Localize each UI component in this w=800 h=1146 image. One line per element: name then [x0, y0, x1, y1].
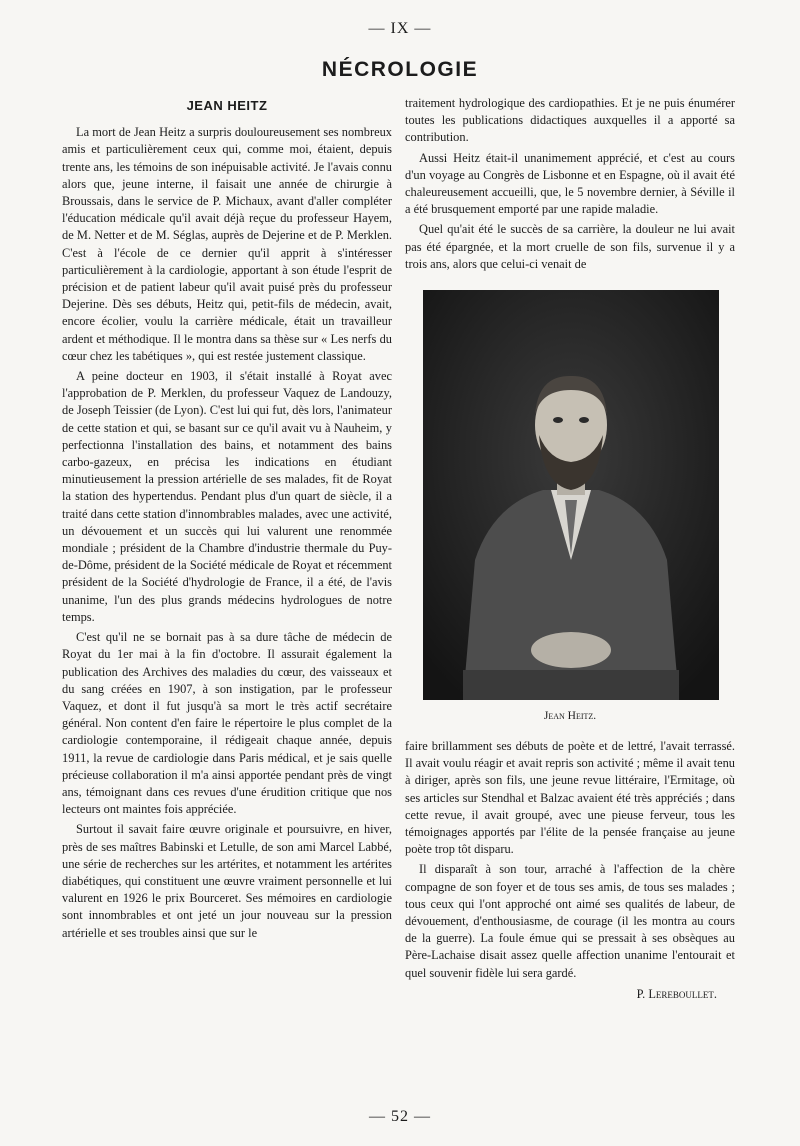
paragraph: La mort de Jean Heitz a surpris douloureusement ses nombreux amis et particulièrement ceux qui, comme moi, étaient, depuis trente ans, les témoins de son inépuisable activité. Je l'avais connu alors que, jeune interne, il faisait une année de chirurgie à Broussais, dans le service de P. Michaux, avant d'aller compléter l'éducation médicale qu'il avait déjà reçue du professeur Hayem, de M. Netter et de M. Séglas, auprès de Dejerine et de P. Merklen. C'est à l'école de ce dernier qu'il apprit à s'intéresser particulièrement à la cardiologie, apportant à son étude l'esprit de précision et de patient labeur qu'il avait puisé près du professeur Dejerine. Dès ses débuts, Heitz qui, petit-fils de médecin, avait, encore écolier, voulu la carrière médicale, était un travailleur ardent et méthodique. Il le montra dans sa thèse sur « Les nerfs du cœur chez les tabétiques », qui est restée justement classique. — [62, 125, 392, 363]
section-title: NÉCROLOGIE — [321, 58, 479, 81]
right-column-bottom — [405, 738, 735, 1003]
paragraph: C'est qu'il ne se bornait pas à sa dure tâche de médecin de Royat du 1er mai à la fin d'octobre. Il assurait également la publication des Archives des maladies du cœur, des vaisseaux et du sang créées en 1907, à son instigation, par le professeur Vaquez, et dont il fut jusqu'à sa mort le très actif secrétaire général. Non content d'en faire le répertoire le plus complet de la cardiologie contemporaine, il rédigeait chaque année, depuis 1911, la revue de cardiologie dans Paris médical, et je sais quelle précieuse collaboration il m'a ainsi apportée pendant près de vingt ans, témoignant dans ces revues d'une érudition critique que nos lecteurs ont maintes fois appréciée. — [62, 630, 392, 817]
photo-caption: Jean Heitz. — [543, 710, 597, 722]
paragraph: Il disparaît à son tour, arraché à l'affection de la chère compagne de son foyer et de tous ses amis, de tous ses malades ; tous ceux qui l'ont approché ont aimé ses qualités de labeur, de dévouement, d'enthousiasme, de courage (il les montra au cours de la guerre). La foule émue qui se pressait à ses obsèques au Père-Lachaise disait assez quelle affection unanime l'entourait et quel souvenir fidèle lui sera gardé. — [405, 862, 735, 980]
paragraph: A peine docteur en 1903, il s'était installé à Royat avec l'approbation de P. Merklen, du professeur Vaquez de Landouzy, de Joseph Teissier (de Lyon). C'est lui qui fut, dès lors, l'animateur de cette station et qui, se basant sur ce qu'il avait vu à Nauheim, y perfectionna l'installation des bains, et notamment des bains carbo-gazeux, en précisa les indications en étudiant minutieusement la pression artérielle de ses malades, fit de Royat la station des hypertendus. Pendant plus d'un quart de siècle, il a traité dans cette station d'innombrables malades, avec une activité, un dévouement et un succès qui lui valurent une renommée mondiale ; président de la Chambre d'industrie thermale du Puy-de-Dôme, président de la Société médicale de Royat et récemment président de la Société d'hydrologie de France, il a été, de l'avis unanime, l'un des plus grands médecins hydrologues de notre temps. — [62, 369, 392, 624]
portrait-illustration — [423, 290, 719, 700]
paragraph: Aussi Heitz était-il unanimement apprécié, et c'est au cours d'un voyage au Congrès de Lisbonne et en Espagne, où il avait été chaleureusement accueilli, que, le 5 novembre dernier, à Séville il a été brusquement emporté par une rapide maladie. — [405, 150, 735, 217]
page-number: — 52 — — [369, 1108, 431, 1125]
author-signature: P. Lereboullet. — [636, 986, 717, 1001]
paragraph: faire brillamment ses débuts de poète et de lettré, l'avait terrassé. Il avait voulu réagir et avait repris son activité ; même il avait tenu à diriger, après son fils, une jeune revue littéraire, l'Ermitage, où ses articles sur Stendhal et Balzac avaient été très appréciés ; dans cette revue, il avait groupé, avec une pieuse ferveur, tous les témoignages apportés par l'élite de la pensée française au jeune poète trop tôt disparu. — [405, 739, 735, 857]
portrait-photo — [423, 290, 719, 700]
paragraph: Surtout il savait faire œuvre originale et poursuivre, en hiver, près de ses maîtres Babinski et Letulle, de son ami Marcel Labbé, une série de recherches sur les artérites, et notamment les artérites diabétiques, qui constituent une œuvre vraiment personnelle et lui valurent en 1926 le prix Bourceret. Ses mémoires en cardiologie sont innombrables et ont jeté un jour nouveau sur la pression artérielle et ses troubles ainsi que sur le — [62, 822, 392, 940]
article-heading: JEAN HEITZ — [186, 98, 268, 113]
paragraph: Quel qu'ait été le succès de sa carrière, la douleur ne lui avait pas été épargnée, et la mort cruelle de son fils, survenue il y a trois ans, alors que celui-ci venait de — [405, 222, 735, 271]
roman-page-marker: — IX — — [368, 20, 432, 37]
left-column — [62, 95, 392, 945]
paragraph: traitement hydrologique des cardiopathies. Et je ne puis énumérer toutes les publications didactiques auxquelles il a apporté sa contribution. — [405, 96, 735, 145]
right-column-top — [405, 95, 735, 276]
